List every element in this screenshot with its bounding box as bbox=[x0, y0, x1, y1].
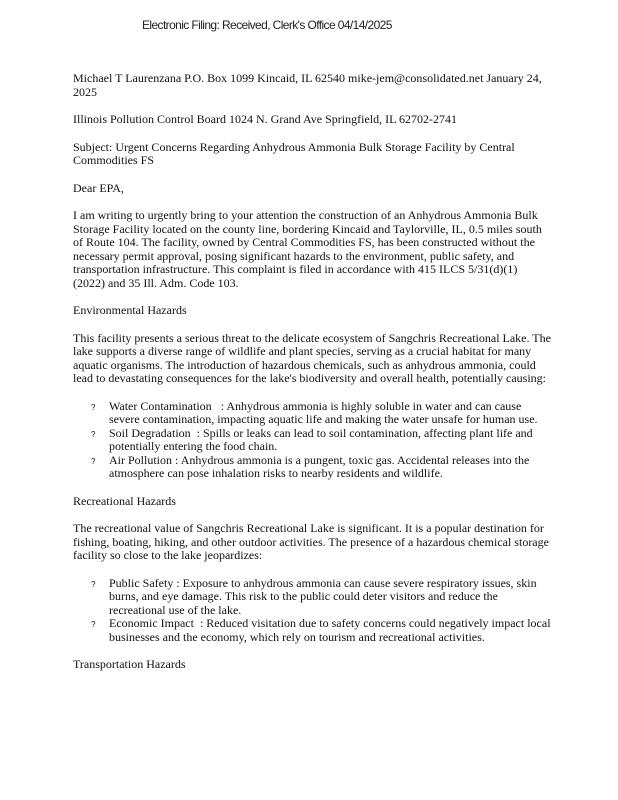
list-item-term: Public Safety bbox=[109, 575, 177, 590]
list-item-term: Air Pollution bbox=[109, 452, 176, 467]
list-item bbox=[73, 427, 551, 454]
recreational-list bbox=[73, 577, 551, 645]
environmental-paragraph: This facility presents a serious threat to the delicate ecosystem of Sangchris Recreational Lake. The lake supports a diverse range of wildlife and plant species, serving as a crucial habitat for many aquatic organisms. The introduction of hazardous chemicals, such as anhydrous ammonia, could lead to devastating consequences for the lake's biodiversity and overall health, potentially causing: bbox=[73, 330, 551, 385]
environmental-list bbox=[73, 400, 551, 481]
section-heading-transportation: Transportation Hazards bbox=[73, 657, 186, 671]
list-item bbox=[73, 400, 551, 427]
list-item-term: Soil Degradation bbox=[109, 425, 197, 440]
bullet-icon: ? bbox=[91, 620, 96, 629]
bullet-icon: ? bbox=[91, 429, 96, 439]
letter-body bbox=[73, 72, 551, 686]
list-item-text: : Anhydrous ammonia is a pungent, toxic gas. Accidental releases into the atmosphere can pose inhalation risks to nearby residents and wildlife. bbox=[109, 452, 530, 480]
bullet-icon: ? bbox=[91, 579, 96, 589]
recipient-block: Illinois Pollution Control Board 1024 N. Grand Ave Springfield, IL 62702-2741 bbox=[73, 112, 457, 126]
sender-block: Michael T Laurenzana P.O. Box 1099 Kincaid, IL 62540 mike-jem@consolidated.net January 24, 2025 bbox=[73, 71, 542, 99]
list-item-text: : Exposure to anhydrous ammonia can cause severe respiratory issues, skin burns, and eye damage. This risk to the public could deter visitors and reduce the recreational use of the lake. bbox=[109, 575, 537, 617]
list-item bbox=[73, 617, 551, 644]
list-item-term: Water Contamination bbox=[109, 398, 221, 413]
filing-stamp: Electronic Filing: Received, Clerk's Office 04/14/2025 bbox=[142, 18, 392, 32]
subject-line: Subject: Urgent Concerns Regarding Anhydrous Ammonia Bulk Storage Facility by Central Commodities FS bbox=[73, 139, 515, 167]
list-item bbox=[73, 454, 551, 481]
intro-paragraph: I am writing to urgently bring to your attention the construction of an Anhydrous Ammonia Bulk Storage Facility located on the county line, bordering Kincaid and Taylorville, IL, 0.5 miles south of Route 104. The facility, owned by Central Commodities FS, has been constructed without the necessary permit approval, posing significant hazards to the environment, public safety, and transportation infrastructure. This complaint is filed in accordance with 415 ILCS 5/31(d)(1) (2022) and 35 Ill. Adm. Code 103. bbox=[73, 208, 542, 290]
list-item-term: Economic Impact bbox=[109, 616, 200, 630]
list-item-text: : Anhydrous ammonia is highly soluble in water and can cause severe contamination, impacting aquatic life and making the water unsafe for human use. bbox=[109, 398, 538, 426]
recreational-paragraph: The recreational value of Sangchris Recreational Lake is significant. It is a popular destination for fishing, boating, hiking, and other outdoor activities. The presence of a hazardous chemical storage facility so close to the lake jeopardizes: bbox=[73, 521, 549, 562]
list-item bbox=[73, 577, 551, 618]
bullet-icon: ? bbox=[91, 456, 96, 466]
list-item-text: : Spills or leaks can lead to soil contamination, affecting plant life and potentially entering the food chain. bbox=[109, 425, 533, 453]
list-item-text: : Reduced visitation due to safety concerns could negatively impact local businesses and the economy, which rely on tourism and recreational activities. bbox=[109, 616, 551, 644]
section-heading-environmental: Environmental Hazards bbox=[73, 303, 187, 317]
section-heading-recreational: Recreational Hazards bbox=[73, 493, 176, 508]
salutation: Dear EPA, bbox=[73, 180, 124, 195]
bullet-icon: ? bbox=[91, 402, 96, 412]
